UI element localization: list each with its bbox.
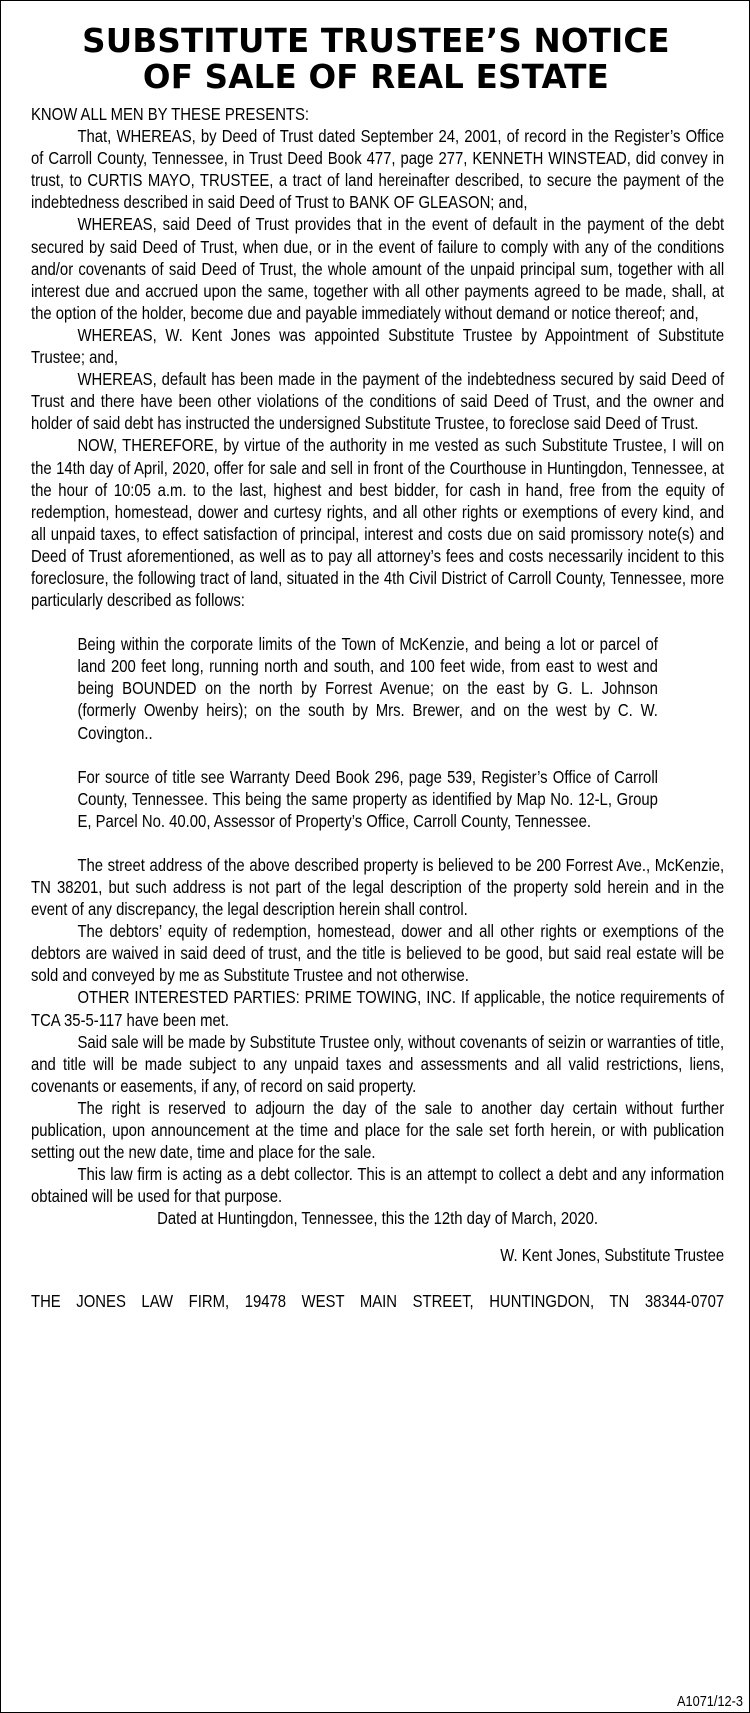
- property-description-source-of-title: For source of title see Warranty Deed Book 296, page 539, Register’s Office of Carroll County, Tennessee. This being the same property as identified by Map No. 12-L, Group E, Parcel No. 40.00, Assessor of Property’s Office, Carroll County, Tennessee.: [77, 766, 658, 831]
- paragraph-default-provision: WHEREAS, said Deed of Trust provides that in the event of default in the payment of the debt secured by said Deed of Trust, when due, or in the event of failure to comply with any of the conditions and/or covenants of said Deed of Trust, the whole amount of the unpaid principal sum, together with all interest due and accrued upon the same, together with all other payments agreed to be made, shall, at the option of the holder, become due and payable immediately without demand or notice thereof; and,: [31, 214, 725, 323]
- paragraph-equity-waived: The debtors’ equity of redemption, homestead, dower and all other rights or exemptions of the debtors are waived in said deed of trust, and the title is believed to be good, but said real estate will be sold and conveyed by me as Substitute Trustee and not otherwise.: [31, 921, 725, 986]
- paragraph-street-address: The street address of the above described property is believed to be 200 Forrest Ave., McKenzie, TN 38201, but such address is not part of the legal description of the property sold herein and in the event of any discrepancy, the legal description herein shall control.: [31, 854, 725, 920]
- paragraph-sale-conditions: Said sale will be made by Substitute Trustee only, without covenants of seizin or warranties of title, and title will be made subject to any unpaid taxes and assessments and all valid restrictions, liens, covenants or easements, if any, of record on said property.: [31, 1031, 725, 1096]
- law-firm-address: THE JONES LAW FIRM, 19478 WEST MAIN STREET, HUNTINGDON, TN 38344-0707: [31, 1290, 725, 1311]
- paragraph-deed-of-trust: That, WHEREAS, by Deed of Trust dated September 24, 2001, of record in the Register’s Office of Carroll County, Tennessee, in Trust Deed Book 477, page 277, KENNETH WINSTEAD, did convey in trust, to CURTIS MAYO, TRUSTEE, a tract of land hereinafter described, to secure the payment of the indebtedness described in said Deed of Trust to BANK OF GLEASON; and,: [31, 126, 725, 213]
- paragraph-debt-collector: This law firm is acting as a debt collector. This is an attempt to collect a debt and any information obtained will be used for that purpose.: [31, 1164, 725, 1207]
- spacer: [31, 744, 724, 766]
- signature-line: W. Kent Jones, Substitute Trustee: [500, 1244, 725, 1265]
- notice-title-line-2: OF SALE OF REAL ESTATE: [142, 58, 610, 96]
- paragraph-default-made: WHEREAS, default has been made in the payment of the indebtedness secured by said Deed of Trust and there have been other violations of the conditions of said Deed of Trust, and the owner and holder of said debt has instructed the undersigned Substitute Trustee, to foreclose said Deed of Trust.: [31, 369, 725, 434]
- notice-title-line-1: SUBSTITUTE TRUSTEE’S NOTICE: [82, 22, 670, 60]
- opening-line: KNOW ALL MEN BY THESE PRESENTS:: [31, 104, 310, 124]
- paragraph-sale-terms: NOW, THEREFORE, by virtue of the authority in me vested as such Substitute Trustee, I will on the 14th day of April, 2020, offer for sale and sell in front of the Courthouse in Huntingdon, Tennessee, at the hour of 10:05 a.m. to the last, highest and best bidder, for cash in hand, free from the equity of redemption, homestead, dower and curtesy rights, and all other rights or exemptions of every kind, and all unpaid taxes, to effect satisfaction of principal, interest and costs due on said promissory note(s) and Deed of Trust aforementioned, as well as to pay all attorney’s fees and costs necessarily incident to this foreclosure, the following tract of land, situated in the 4th Civil District of Carroll County, Tennessee, more particularly described as follows:: [31, 435, 725, 611]
- ad-code: A1071/12-3: [677, 1694, 743, 1710]
- paragraph-interested-parties: OTHER INTERESTED PARTIES: PRIME TOWING, INC. If applicable, the notice requirements of TCA 35-5-117 have been met.: [31, 987, 725, 1030]
- spacer: [31, 611, 724, 633]
- spacer: [31, 832, 724, 854]
- paragraph-adjournment: The right is reserved to adjourn the day of the sale to another day certain without further publication, upon announcement at the time and place for the sale set forth herein, or with publication setting out the new date, time and place for the sale.: [31, 1097, 725, 1163]
- dated-line: Dated at Huntingdon, Tennessee, this the 12th day of March, 2020.: [157, 1208, 599, 1229]
- property-description-boundaries: Being within the corporate limits of the Town of McKenzie, and being a lot or parcel of land 200 feet long, running north and south, and 100 feet wide, from east to west and being BOUNDED on the north by Forrest Avenue; on the east by G. L. Johnson (formerly Owenby heirs); on the south by Mrs. Brewer, and on the west by C. W. Covington..: [77, 634, 658, 743]
- notice-title: [31, 23, 721, 95]
- paragraph-appointment: WHEREAS, W. Kent Jones was appointed Substitute Trustee by Appointment of Substitute Trustee; and,: [31, 324, 725, 368]
- notice-body: [31, 103, 724, 1312]
